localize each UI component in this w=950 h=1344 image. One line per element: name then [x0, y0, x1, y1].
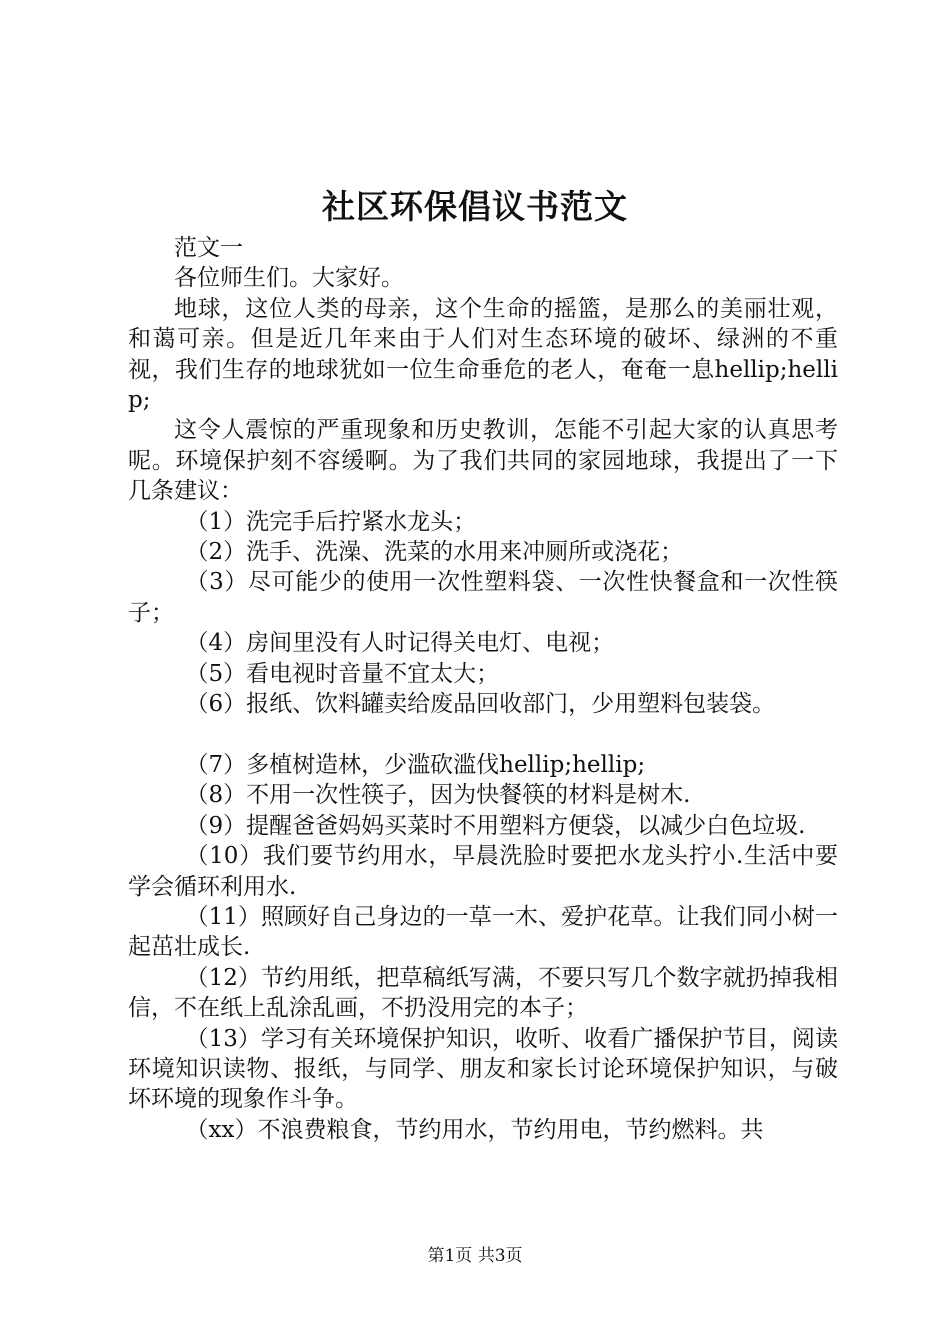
- suggestion-item: （10）我们要节约用水，早晨洗脸时要把水龙头拧小.生活中要学会循环利用水.: [128, 843, 838, 900]
- body-paragraph: 地球，这位人类的母亲，这个生命的摇篮，是那么的美丽壮观，和蔼可亲。但是近几年来由于人们对生态环境的破坏、绿洲的不重视，我们生存的地球犹如一位生命垂危的老人，奄奄一息hellip;hellip;: [128, 295, 838, 414]
- document-title: 社区环保倡议书范文: [322, 187, 628, 226]
- suggestion-item: （1）洗完手后拧紧水龙头；: [185, 508, 477, 535]
- suggestion-item: （12）节约用纸，把草稿纸写满，不要只写几个数字就扔掉我相信，不在纸上乱涂乱画，不扔没用完的本子；: [128, 964, 838, 1022]
- suggestion-item: （13）学习有关环境保护知识，收听、收看广播保护节目，阅读环境知识读物、报纸，与同学、朋友和家长讨论环境保护知识，与破坏环境的现象作斗争。: [128, 1025, 838, 1113]
- suggestion-item: （8）不用一次性筷子，因为快餐筷的材料是树木.: [185, 782, 691, 809]
- suggestion-item: （4）房间里没有人时记得关电灯、电视；: [185, 630, 615, 657]
- suggestion-item: （5）看电视时音量不宜太大；: [185, 660, 500, 687]
- body-paragraph: 这令人震惊的严重现象和历史教训，怎能不引起大家的认真思考呢。环境保护刻不容缓啊。为了我们共同的家园地球，我提出了一下几条建议：: [128, 417, 838, 505]
- suggestion-item: （3）尽可能少的使用一次性塑料袋、一次性快餐盒和一次性筷子；: [128, 569, 838, 626]
- page-number-footer: 第1页 共3页: [427, 1246, 523, 1266]
- document-body: [128, 233, 838, 1145]
- suggestion-item: （7）多植树造林，少滥砍滥伐hellip;hellip;: [185, 751, 646, 778]
- suggestion-item: （6）报纸、饮料罐卖给废品回收部门，少用塑料包装袋。: [185, 691, 776, 718]
- suggestion-item: （9）提醒爸爸妈妈买菜时不用塑料方便袋，以减少白色垃圾.: [185, 812, 806, 839]
- suggestion-item: （11）照顾好自己身边的一草一木、爱护花草。让我们同小树一起茁壮成长.: [128, 903, 838, 961]
- section-heading: 范文一: [174, 235, 243, 261]
- suggestion-item: （xx）不浪费粮食，节约用水，节约用电，节约燃料。共: [185, 1116, 764, 1143]
- suggestion-item: （2）洗手、洗澡、洗菜的水用来冲厕所或浇花；: [185, 539, 684, 566]
- greeting-paragraph: 各位师生们。大家好。: [174, 265, 404, 292]
